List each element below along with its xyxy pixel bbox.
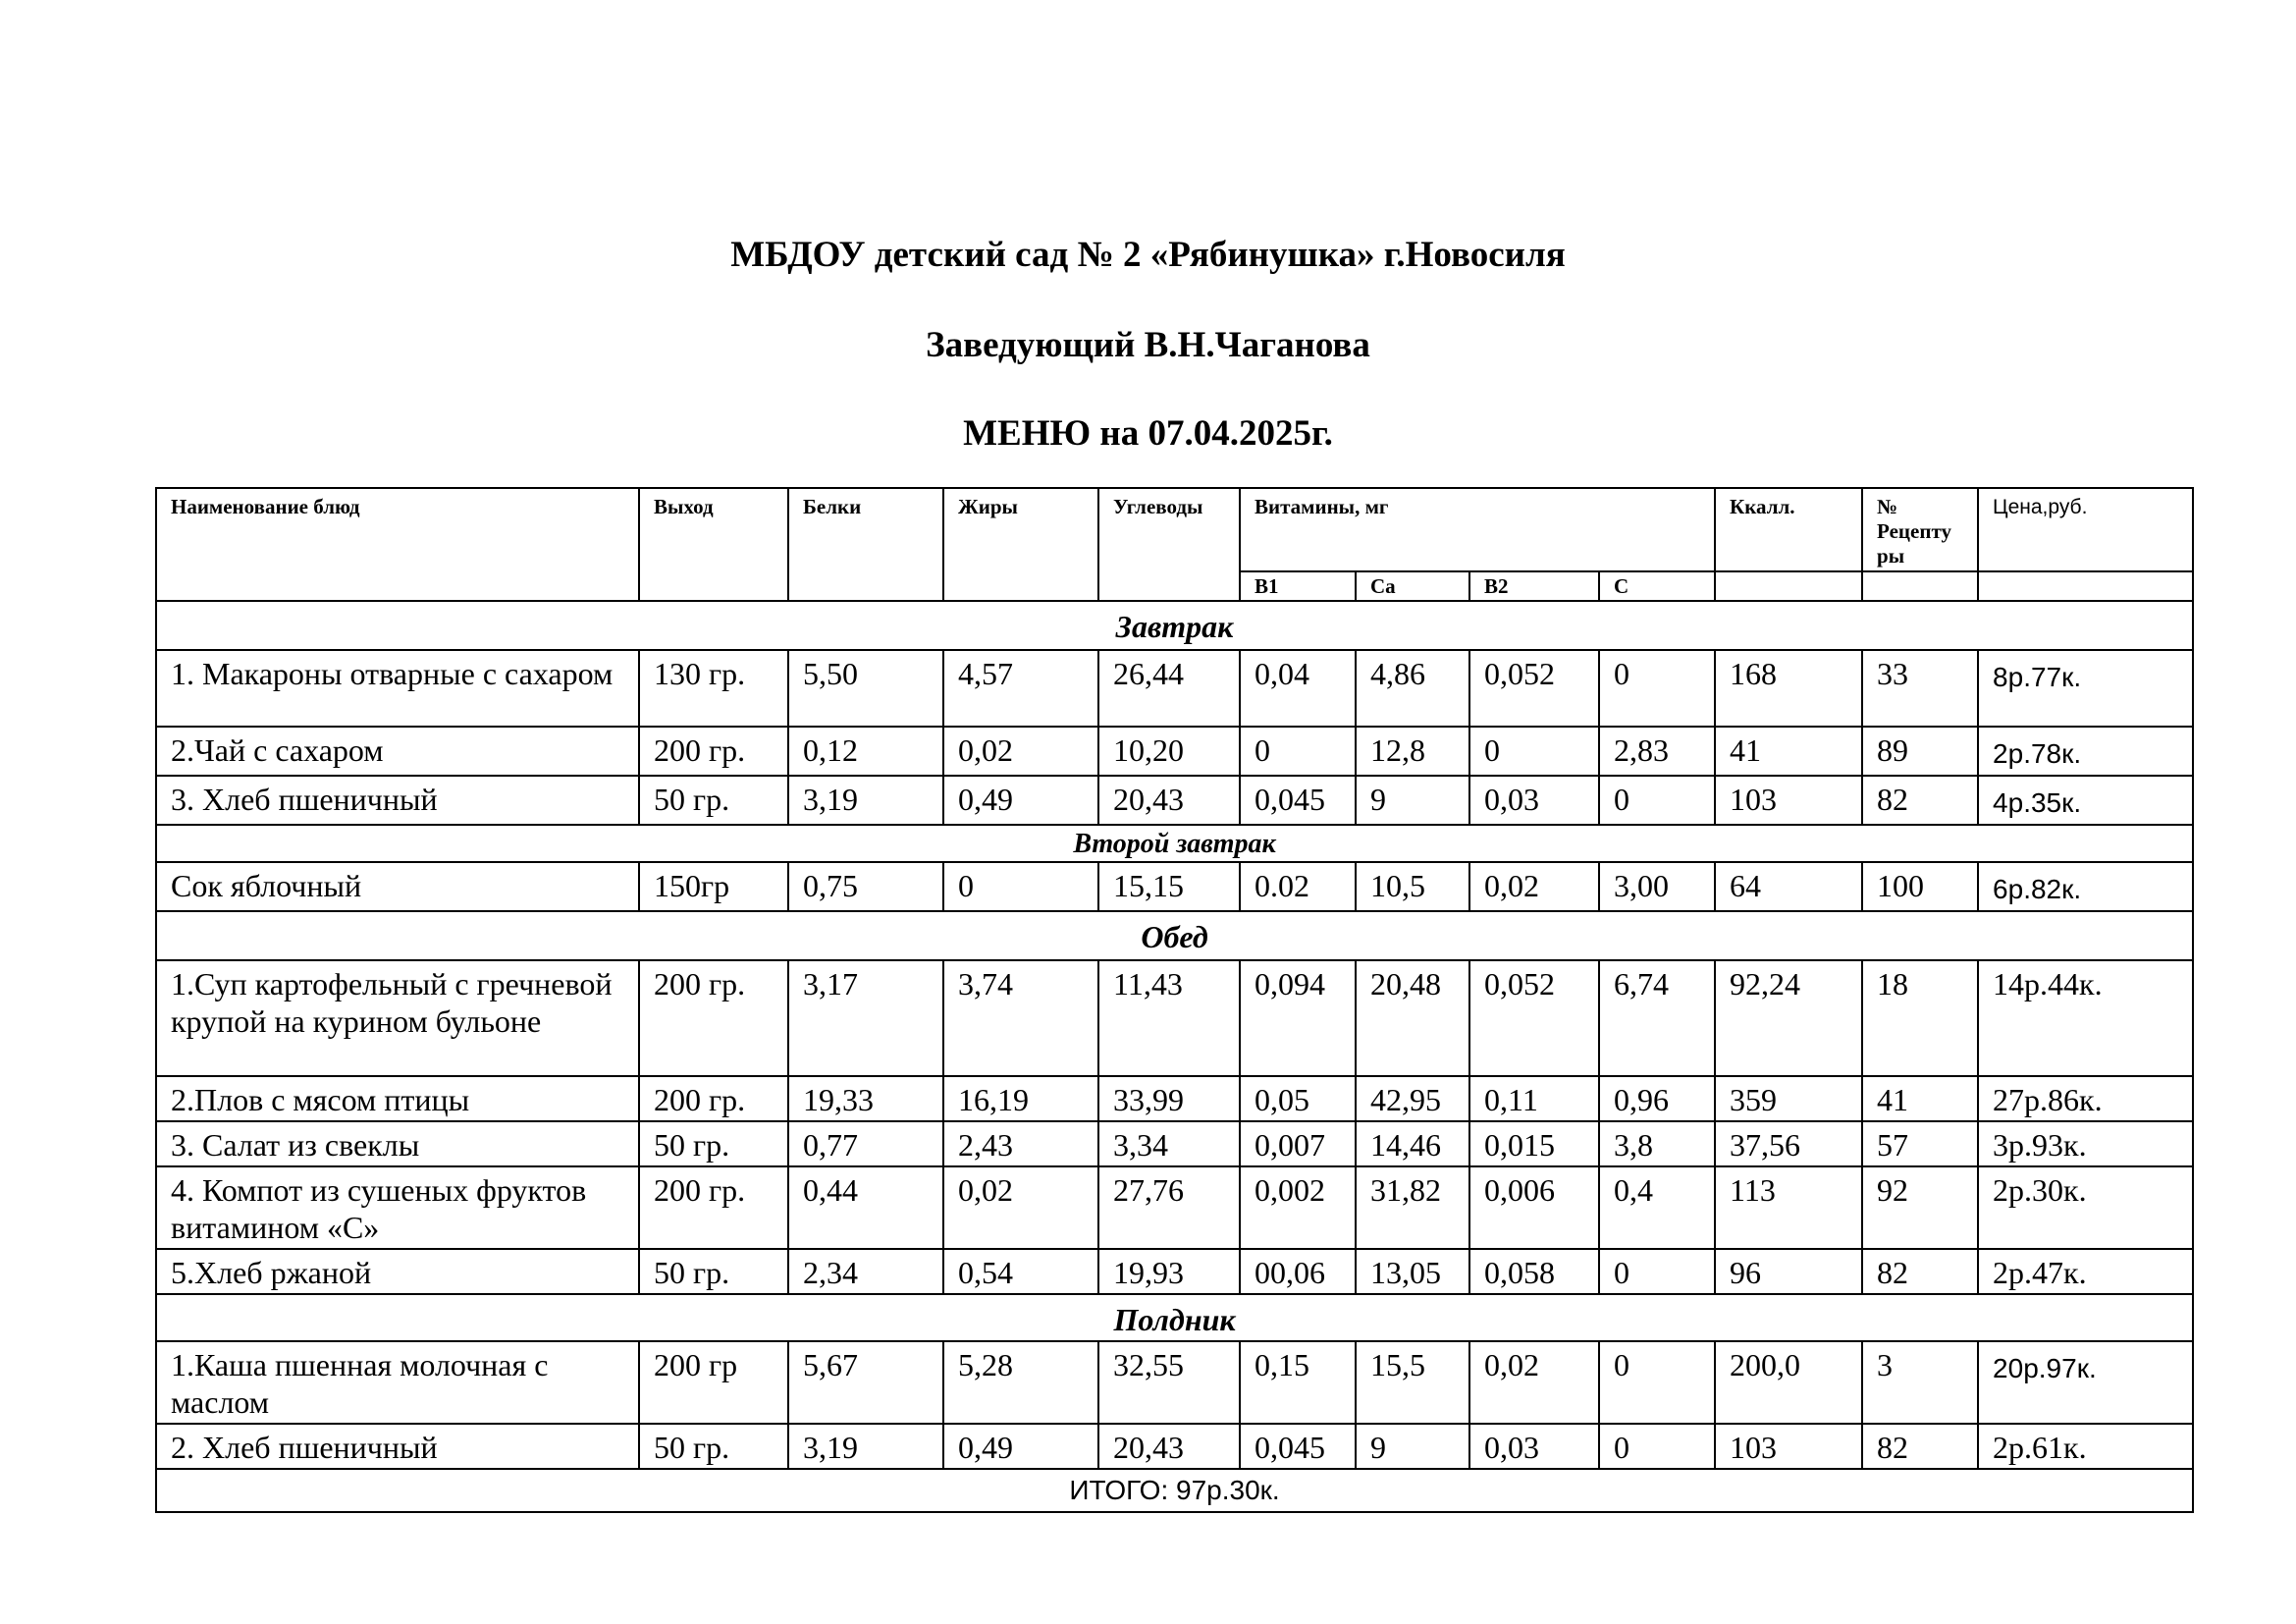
cell-kcal: 103 [1715,776,1862,825]
cell-b2: 0,058 [1469,1249,1599,1294]
table-row [156,1424,2193,1469]
section-title: Обед [156,911,2193,960]
cell-price: 4р.35к. [1978,776,2193,825]
section-title: Полдник [156,1294,2193,1341]
cell-ca: 9 [1356,776,1469,825]
cell-b1: 0,007 [1240,1121,1356,1166]
cell-output: 50 гр. [639,1249,788,1294]
cell-dish: Сок яблочный [156,862,639,911]
cell-output: 50 гр. [639,1121,788,1166]
cell-fat: 3,74 [943,960,1098,1076]
cell-protein: 3,17 [788,960,943,1076]
cell-b2: 0,015 [1469,1121,1599,1166]
total-value: ИТОГО: 97р.30к. [156,1469,2193,1512]
cell-recipe: 18 [1862,960,1978,1076]
cell-recipe: 82 [1862,776,1978,825]
cell-b1: 0,002 [1240,1166,1356,1249]
table-header-row [156,488,2193,571]
cell-output: 50 гр. [639,1424,788,1469]
cell-recipe: 41 [1862,1076,1978,1121]
cell-dish: 1. Макароны отварные с сахаром [156,650,639,727]
cell-c: 3,00 [1599,862,1715,911]
cell-kcal: 41 [1715,727,1862,776]
cell-fat: 0 [943,862,1098,911]
header-ca: Са [1356,571,1469,601]
cell-dish: 3. Хлеб пшеничный [156,776,639,825]
cell-fat: 0,49 [943,1424,1098,1469]
cell-c: 0,4 [1599,1166,1715,1249]
cell-carbs: 15,15 [1098,862,1240,911]
cell-output: 200 гр [639,1341,788,1424]
cell-output: 200 гр. [639,960,788,1076]
header-dish: Наименование блюд [156,488,639,601]
cell-b1: 0,045 [1240,1424,1356,1469]
cell-ca: 42,95 [1356,1076,1469,1121]
header-c: С [1599,571,1715,601]
cell-price: 14р.44к. [1978,960,2193,1076]
cell-fat: 0,54 [943,1249,1098,1294]
cell-c: 2,83 [1599,727,1715,776]
table-row [156,1121,2193,1166]
cell-protein: 0,12 [788,727,943,776]
cell-ca: 14,46 [1356,1121,1469,1166]
table-row [156,1249,2193,1294]
cell-protein: 3,19 [788,1424,943,1469]
table-row [156,727,2193,776]
cell-ca: 10,5 [1356,862,1469,911]
cell-carbs: 20,43 [1098,1424,1240,1469]
cell-ca: 4,86 [1356,650,1469,727]
cell-fat: 2,43 [943,1121,1098,1166]
cell-kcal: 168 [1715,650,1862,727]
table-row [156,776,2193,825]
cell-carbs: 20,43 [1098,776,1240,825]
cell-carbs: 32,55 [1098,1341,1240,1424]
cell-kcal: 64 [1715,862,1862,911]
cell-price: 2р.78к. [1978,727,2193,776]
cell-price: 20р.97к. [1978,1341,2193,1424]
cell-ca: 9 [1356,1424,1469,1469]
cell-protein: 2,34 [788,1249,943,1294]
cell-c: 0 [1599,650,1715,727]
cell-protein: 19,33 [788,1076,943,1121]
cell-b2: 0,006 [1469,1166,1599,1249]
cell-c: 0 [1599,1249,1715,1294]
table-row [156,960,2193,1076]
cell-fat: 0,49 [943,776,1098,825]
cell-dish: 2.Плов с мясом птицы [156,1076,639,1121]
cell-output: 200 гр. [639,1076,788,1121]
cell-dish: 1.Каша пшенная молочная с маслом [156,1341,639,1424]
cell-b2: 0,11 [1469,1076,1599,1121]
cell-b1: 0,094 [1240,960,1356,1076]
header-kcal-empty [1715,571,1862,601]
cell-c: 0,96 [1599,1076,1715,1121]
cell-kcal: 113 [1715,1166,1862,1249]
cell-carbs: 19,93 [1098,1249,1240,1294]
cell-b2: 0,02 [1469,1341,1599,1424]
table-row [156,862,2193,911]
cell-price: 2р.47к. [1978,1249,2193,1294]
cell-protein: 5,50 [788,650,943,727]
cell-price: 2р.61к. [1978,1424,2193,1469]
cell-carbs: 3,34 [1098,1121,1240,1166]
header-price-empty [1978,571,2193,601]
cell-carbs: 26,44 [1098,650,1240,727]
menu-table [155,487,2194,1513]
cell-b2: 0,02 [1469,862,1599,911]
cell-output: 150гр [639,862,788,911]
cell-dish: 2.Чай с сахаром [156,727,639,776]
cell-recipe: 33 [1862,650,1978,727]
header-recipe-empty [1862,571,1978,601]
cell-b1: 0,05 [1240,1076,1356,1121]
cell-recipe: 57 [1862,1121,1978,1166]
cell-recipe: 3 [1862,1341,1978,1424]
cell-fat: 0,02 [943,1166,1098,1249]
cell-output: 130 гр. [639,650,788,727]
cell-kcal: 37,56 [1715,1121,1862,1166]
cell-c: 3,8 [1599,1121,1715,1166]
cell-kcal: 103 [1715,1424,1862,1469]
section-row [156,825,2193,862]
cell-price: 3р.93к. [1978,1121,2193,1166]
cell-output: 50 гр. [639,776,788,825]
table-row [156,650,2193,727]
header-output: Выход [639,488,788,601]
cell-dish: 2. Хлеб пшеничный [156,1424,639,1469]
head-of-kindergarten: Заведующий В.Н.Чаганова [926,325,1370,365]
header-b2: В2 [1469,571,1599,601]
cell-recipe: 89 [1862,727,1978,776]
cell-recipe: 100 [1862,862,1978,911]
cell-c: 0 [1599,776,1715,825]
cell-b1: 0 [1240,727,1356,776]
cell-kcal: 359 [1715,1076,1862,1121]
cell-recipe: 92 [1862,1166,1978,1249]
cell-carbs: 33,99 [1098,1076,1240,1121]
section-row [156,601,2193,650]
cell-dish: 4. Компот из сушеных фруктов витамином «С» [156,1166,639,1249]
cell-b2: 0,03 [1469,776,1599,825]
cell-output: 200 гр. [639,727,788,776]
header-protein: Белки [788,488,943,601]
cell-b1: 00,06 [1240,1249,1356,1294]
cell-ca: 13,05 [1356,1249,1469,1294]
cell-dish: 3. Салат из свеклы [156,1121,639,1166]
cell-price: 27р.86к. [1978,1076,2193,1121]
cell-ca: 31,82 [1356,1166,1469,1249]
cell-b2: 0 [1469,727,1599,776]
header-price: Цена,руб. [1978,488,2193,571]
header-fat: Жиры [943,488,1098,601]
cell-b1: 0.02 [1240,862,1356,911]
cell-protein: 5,67 [788,1341,943,1424]
cell-b2: 0,052 [1469,650,1599,727]
cell-protein: 0,44 [788,1166,943,1249]
cell-protein: 3,19 [788,776,943,825]
table-row [156,1341,2193,1424]
cell-fat: 5,28 [943,1341,1098,1424]
total-row [156,1469,2193,1512]
header-b1: В1 [1240,571,1356,601]
header-recipe: № Рецепту ры [1862,488,1978,571]
cell-price: 6р.82к. [1978,862,2193,911]
cell-b2: 0,052 [1469,960,1599,1076]
cell-b1: 0,04 [1240,650,1356,727]
cell-c: 6,74 [1599,960,1715,1076]
cell-b2: 0,03 [1469,1424,1599,1469]
cell-protein: 0,77 [788,1121,943,1166]
cell-protein: 0,75 [788,862,943,911]
cell-output: 200 гр. [639,1166,788,1249]
cell-carbs: 10,20 [1098,727,1240,776]
cell-fat: 0,02 [943,727,1098,776]
cell-kcal: 200,0 [1715,1341,1862,1424]
section-title: Второй завтрак [156,825,2193,862]
section-row [156,1294,2193,1341]
cell-price: 2р.30к. [1978,1166,2193,1249]
table-row [156,1166,2193,1249]
menu-date-title: МЕНЮ на 07.04.2025г. [963,413,1333,454]
header-carbs: Углеводы [1098,488,1240,601]
cell-c: 0 [1599,1341,1715,1424]
cell-carbs: 27,76 [1098,1166,1240,1249]
cell-ca: 20,48 [1356,960,1469,1076]
cell-price: 8р.77к. [1978,650,2193,727]
cell-fat: 16,19 [943,1076,1098,1121]
header-kcal: Ккалл. [1715,488,1862,571]
cell-fat: 4,57 [943,650,1098,727]
table-row [156,1076,2193,1121]
cell-b1: 0,045 [1240,776,1356,825]
section-title: Завтрак [156,601,2193,650]
cell-ca: 12,8 [1356,727,1469,776]
cell-c: 0 [1599,1424,1715,1469]
cell-b1: 0,15 [1240,1341,1356,1424]
section-row [156,911,2193,960]
cell-recipe: 82 [1862,1424,1978,1469]
cell-kcal: 92,24 [1715,960,1862,1076]
cell-ca: 15,5 [1356,1341,1469,1424]
cell-dish: 1.Суп картофельный с гречневой крупой на курином бульоне [156,960,639,1076]
cell-dish: 5.Хлеб ржаной [156,1249,639,1294]
cell-recipe: 82 [1862,1249,1978,1294]
cell-carbs: 11,43 [1098,960,1240,1076]
document-title: МБДОУ детский сад № 2 «Рябинушка» г.Новосиля [730,235,1566,275]
header-vitamins: Витамины, мг [1240,488,1715,571]
cell-kcal: 96 [1715,1249,1862,1294]
